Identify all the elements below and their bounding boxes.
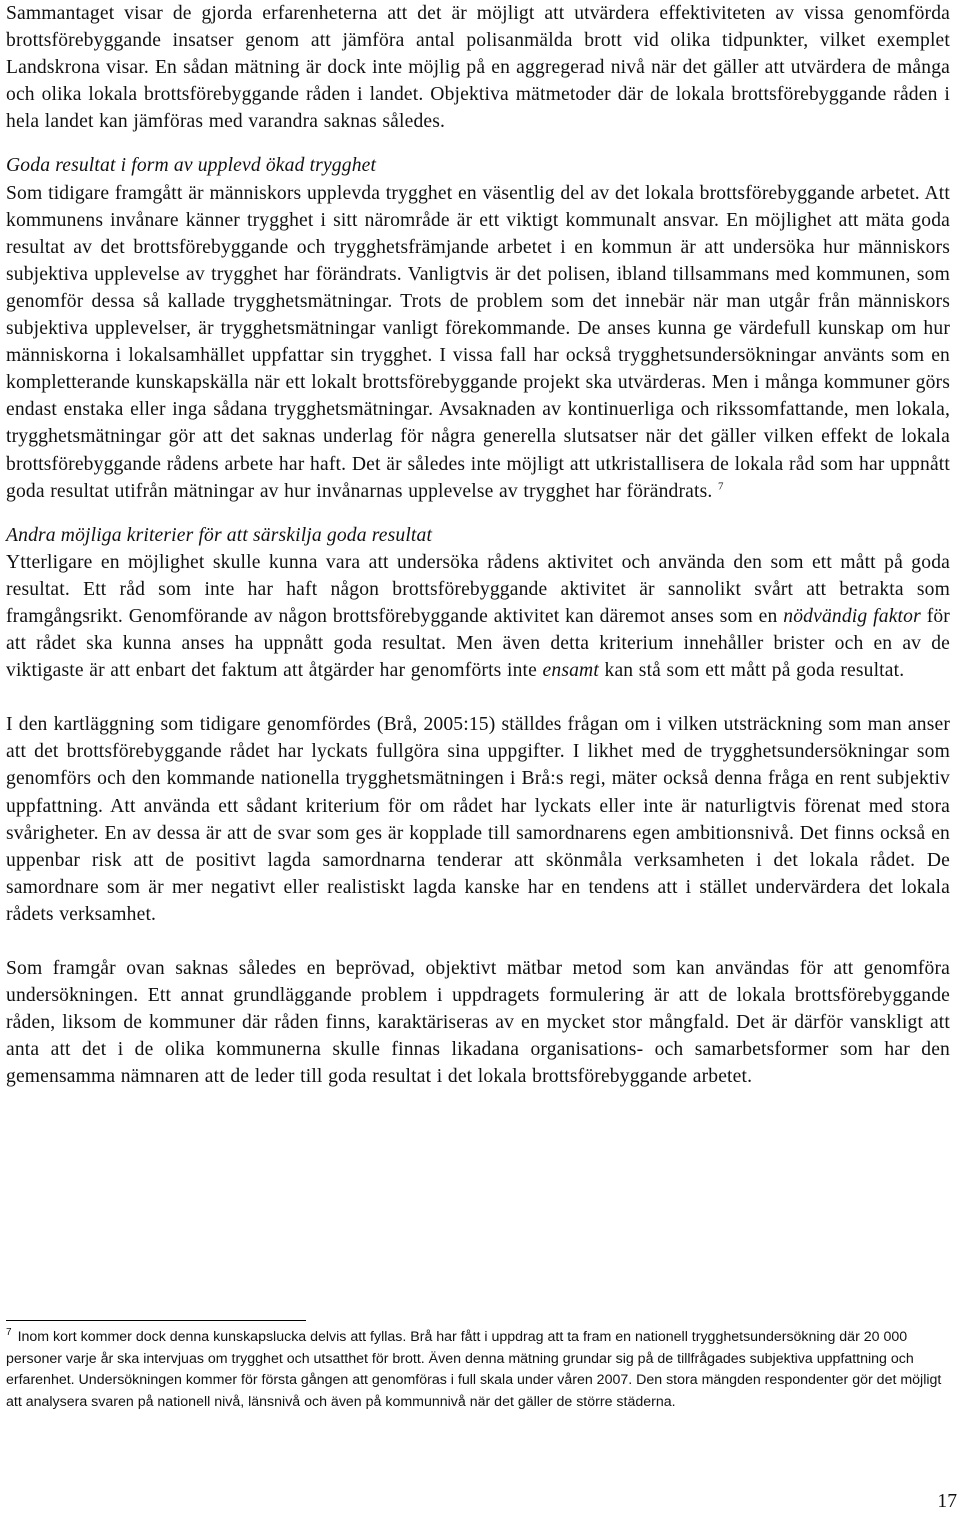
footnote-number: 7: [6, 1327, 12, 1339]
section2-paragraph-2: I den kartläggning som tidigare genomfördes (Brå, 2005:15) ställdes frågan om i vilken utsträckning som man anser att det brottsförebyggande rådet har lyckats fullgöra sina uppgifter. I likhet med de trygghetsundersökningar som genomförs och den kommande nationella trygghetsmätningen i Brå:s regi, mäter också denna fråga en rent subjektiv uppfattning. Att använda ett sådant kriterium för om rådet har lyckats eller inte är naturligtvis förenat med stora svårigheter. En av dessa är att de svar som ges är kopplade till samordnarens egen ambitionsnivå. Det finns också en uppenbar risk att de positivt lagda samordnarna tenderar att skönmåla verksamheten i det lokala rådet. De samordnare som är mer negativt eller realistiskt lagda kanske har en tendens att i stället undervärdera det lokala rådets verksamhet.: [6, 714, 950, 925]
section2-p1-text-a: Ytterligare en möjlighet skulle kunna vara att undersöka rådens aktivitet och använda den som ett mått på goda resultat. Ett råd som inte har haft någon brottsförebyggande aktivitet är sannolikt svårt att betrakta som framgångsrikt. Genomförande av någon brottsförebyggande aktivitet kan däremot anses som en: [6, 551, 950, 627]
section-heading-upplevd-trygghet: Goda resultat i form av upplevd ökad trygghet: [6, 155, 377, 177]
footnote: [6, 1327, 950, 1413]
page-number: 17: [937, 1491, 957, 1512]
emphasis-ensamt: ensamt: [542, 660, 599, 682]
main-text: [6, 0, 950, 1090]
footnote-separator: [6, 1320, 306, 1321]
intro-paragraph: Sammantaget visar de gjorda erfarenheterna att det är möjligt att utvärdera effektiviteten av vissa genomförda brottsförebyggande insatser genom att jämföra antal polisanmälda brott vid olika tidpunkter, vilket exemplet Landskrona visar. En sådan mätning är dock inte möjlig på en aggregerad nivå när det gäller att utvärdera de många och olika lokala brottsförebyggande råden i landet. Objektiva mätmetoder där de lokala brottsförebyggande råden i hela landet kan jämföras med varandra saknas således.: [6, 3, 950, 133]
section-heading-andra-kriterier: Andra möjliga kriterier för att särskilja goda resultat: [6, 524, 433, 546]
emphasis-nodvandig-faktor: nödvändig faktor: [783, 605, 921, 627]
section2-p1-text-c: kan stå som ett mått på goda resultat.: [598, 660, 905, 682]
section2-paragraph-1: [6, 549, 950, 684]
section1-paragraph-text: Som tidigare framgått är människors upplevda trygghet en väsentlig del av det lokala brottsförebyggande arbetet. Att kommunens invånare känner trygghet i sitt närområde är ett viktigt kommunalt ansvar. En möjlighet att mäta goda resultat av det brottsförebyggande och trygghetsfrämjande arbetet i en kommun är att undersöka hur människors subjektiva upplevelse av trygghet har förändrats. Vanligtvis är det polisen, ibland tillsammans med kommunen, som genomför dessa så kallade trygghetsmätningar. Trots de problem som det innebär när man utgår från människors subjektiva upplevelser, är trygghetsmätningar vanligt förekommande. De anses kunna ge värdefull kunskap om hur människorna i lokalsamhället uppfattar sin trygghet. I vissa fall har också trygghetsundersökningar använts som en kompletterande kunskapskälla när ett lokalt brottsförebyggande projekt ska utvärderas. Men i många kommuner görs endast enstaka eller inga sådana trygghetsmätningar. Avsaknaden av kontinuerliga och rikssomfattande, men lokala, trygghetsmätningar gör att det saknas underlag för några generella slutsatser när det gäller vilken effekt de lokala brottsförebyggande rådens arbete har haft. Det är således inte möjligt att utkristallisera de lokala råd som har uppnått goda resultat utifrån mätningar av hur invånarnas upplevelse av trygghet har förändrats.: [6, 182, 950, 502]
section1-paragraph: [6, 180, 950, 505]
section2-paragraph-3: Som framgår ovan saknas således en beprövad, objektivt mätbar metod som kan användas för att genomföra undersökningen. Ett annat grundläggande problem i uppdragets formulering är att de lokala brottsförebyggande råden, liksom de kommuner där råden finns, karaktäriseras av en mycket stor mångfald. Det är därför vanskligt att anta att det i de olika kommunerna skulle finnas likadana organisations- och samarbetsformer som har den gemensamma nämnaren att de leder till goda resultat i det lokala brottsförebyggande arbetet.: [6, 958, 950, 1088]
footnote-text: Inom kort kommer dock denna kunskapslucka delvis att fyllas. Brå har fått i uppdrag att ta fram en nationell trygghetsundersökning där 20 000 personer varje år ska intervjuas om trygghet och utsatthet för brott. Även denna mätning grundar sig på de tillfrågades subjektiva uppfattning och erfarenhet. Undersökningen kommer för första gången att genomföras i full skala under våren 2007. Den stora mängden respondenter gör det möjligt att analysera svaren på nationell nivå, länsnivå och även på kommunnivå när det gäller de större städerna.: [6, 1329, 942, 1410]
footnote-reference[interactable]: 7: [717, 480, 724, 493]
section2-p1-text-b: för att rådet ska kunna anses ha uppnått goda resultat. Men även detta kriterium innehåller brister och en av de viktigaste är att enbart det faktum att åtgärder har genomförts inte: [6, 605, 950, 682]
